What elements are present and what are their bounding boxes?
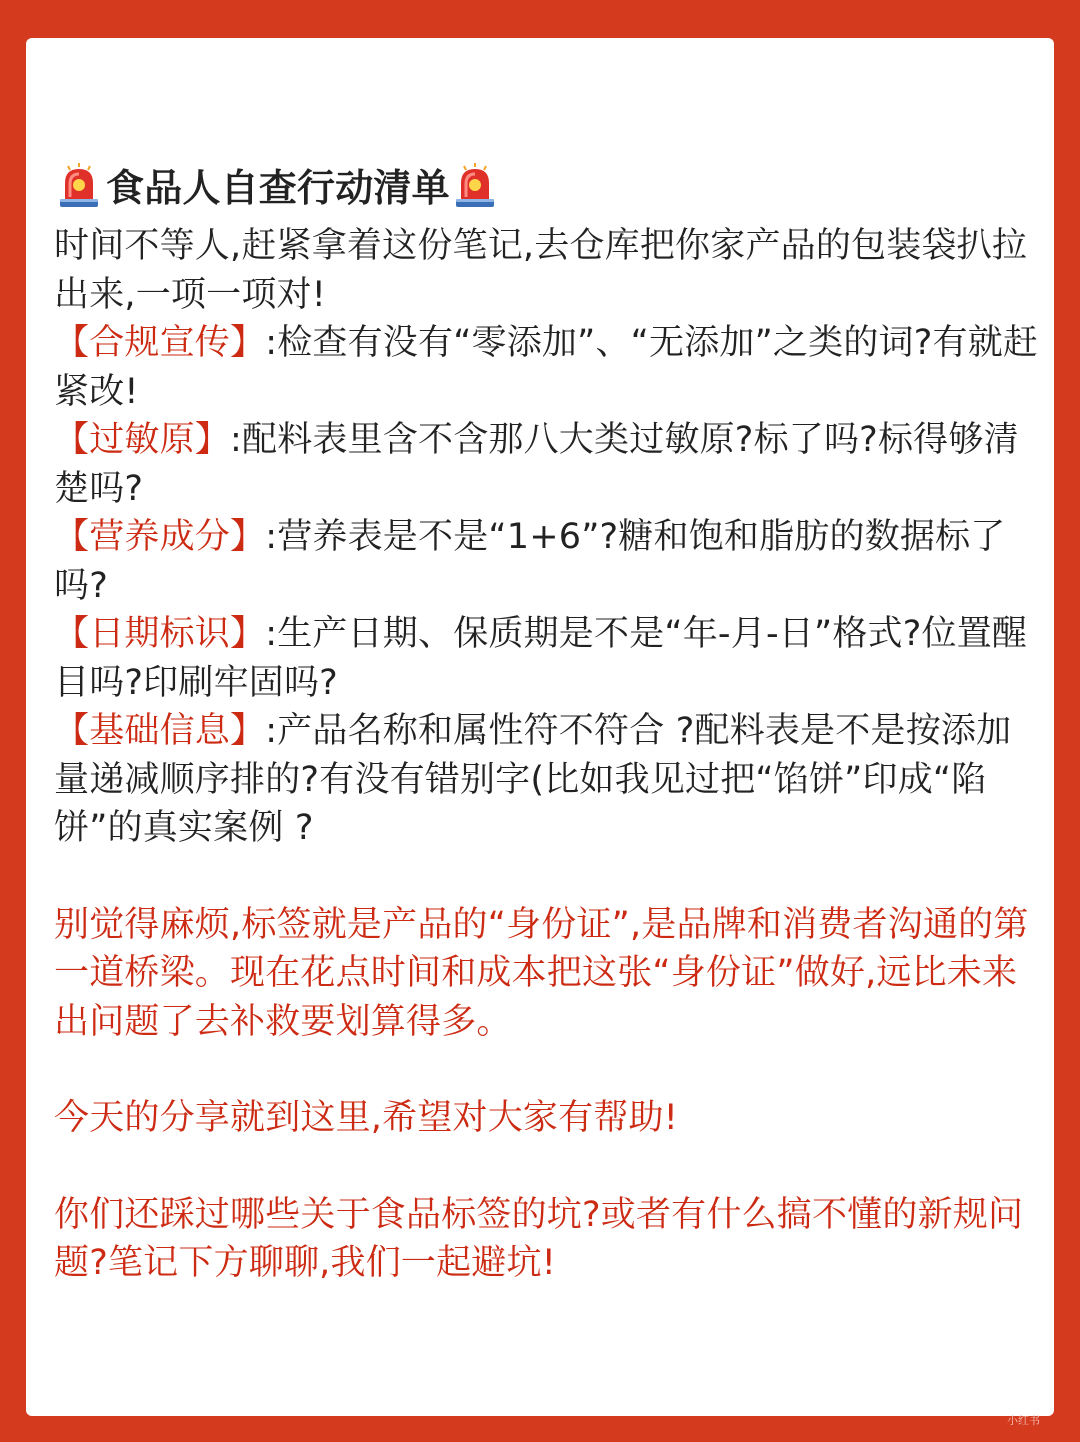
police-light-icon (56, 163, 102, 224)
item-tag: 【日期标识】 (54, 614, 266, 654)
item-text: :产品名称和属性符不符合 ?配料表是不是按添加量递减顺序排的?有没有错别字(比如我见过把“馅饼”印成“陷饼”的真实案例 ? (54, 711, 1012, 848)
note-content (54, 160, 1044, 1288)
item-text: :生产日期、保质期是不是“年-月-日”格式?位置醒目吗?印刷牢固吗? (54, 614, 1028, 703)
checklist-item-compliance (54, 319, 1044, 416)
intro-paragraph: 时间不等人,赶紧拿着这份笔记,去仓库把你家产品的包装袋扒拉出来,一项一项对! (54, 226, 1028, 315)
checklist-item-allergen (54, 416, 1044, 513)
item-text: :配料表里含不含那八大类过敏原?标了吗?标得够清楚吗? (54, 420, 1019, 509)
police-light-icon (452, 163, 498, 224)
spacer (54, 853, 1044, 901)
checklist-item-nutrition (54, 513, 1044, 610)
item-tag: 【过敏原】 (54, 420, 231, 460)
item-tag: 【合规宣传】 (54, 323, 266, 363)
checklist-item-date (54, 610, 1044, 707)
closing-paragraph: 今天的分享就到这里,希望对大家有帮助! (54, 1098, 678, 1138)
item-text: :检查有没有“零添加”、“无添加”之类的词?有就赶紧改! (54, 323, 1039, 412)
spacer (54, 1046, 1044, 1094)
note-card (26, 38, 1054, 1416)
spacer (54, 1143, 1044, 1191)
item-tag: 【基础信息】 (54, 711, 266, 751)
checklist-item-basic-info (54, 707, 1044, 853)
watermark: 小红书 (1007, 1414, 1040, 1427)
title-text: 食品人自查行动清单 (106, 166, 450, 210)
item-text: :营养表是不是“1+6”?糖和饱和脂肪的数据标了吗? (54, 517, 1006, 606)
page-title (54, 160, 1044, 222)
item-tag: 【营养成分】 (54, 517, 266, 557)
closing-paragraph: 你们还踩过哪些关于食品标签的坑?或者有什么搞不懂的新规问题?笔记下方聊聊,我们一起避坑! (54, 1194, 1024, 1283)
closing-paragraph: 别觉得麻烦,标签就是产品的“身份证”,是品牌和消费者沟通的第一道桥梁。现在花点时间和成本把这张“身份证”做好,远比未来出问题了去补救要划算得多。 (54, 904, 1029, 1042)
